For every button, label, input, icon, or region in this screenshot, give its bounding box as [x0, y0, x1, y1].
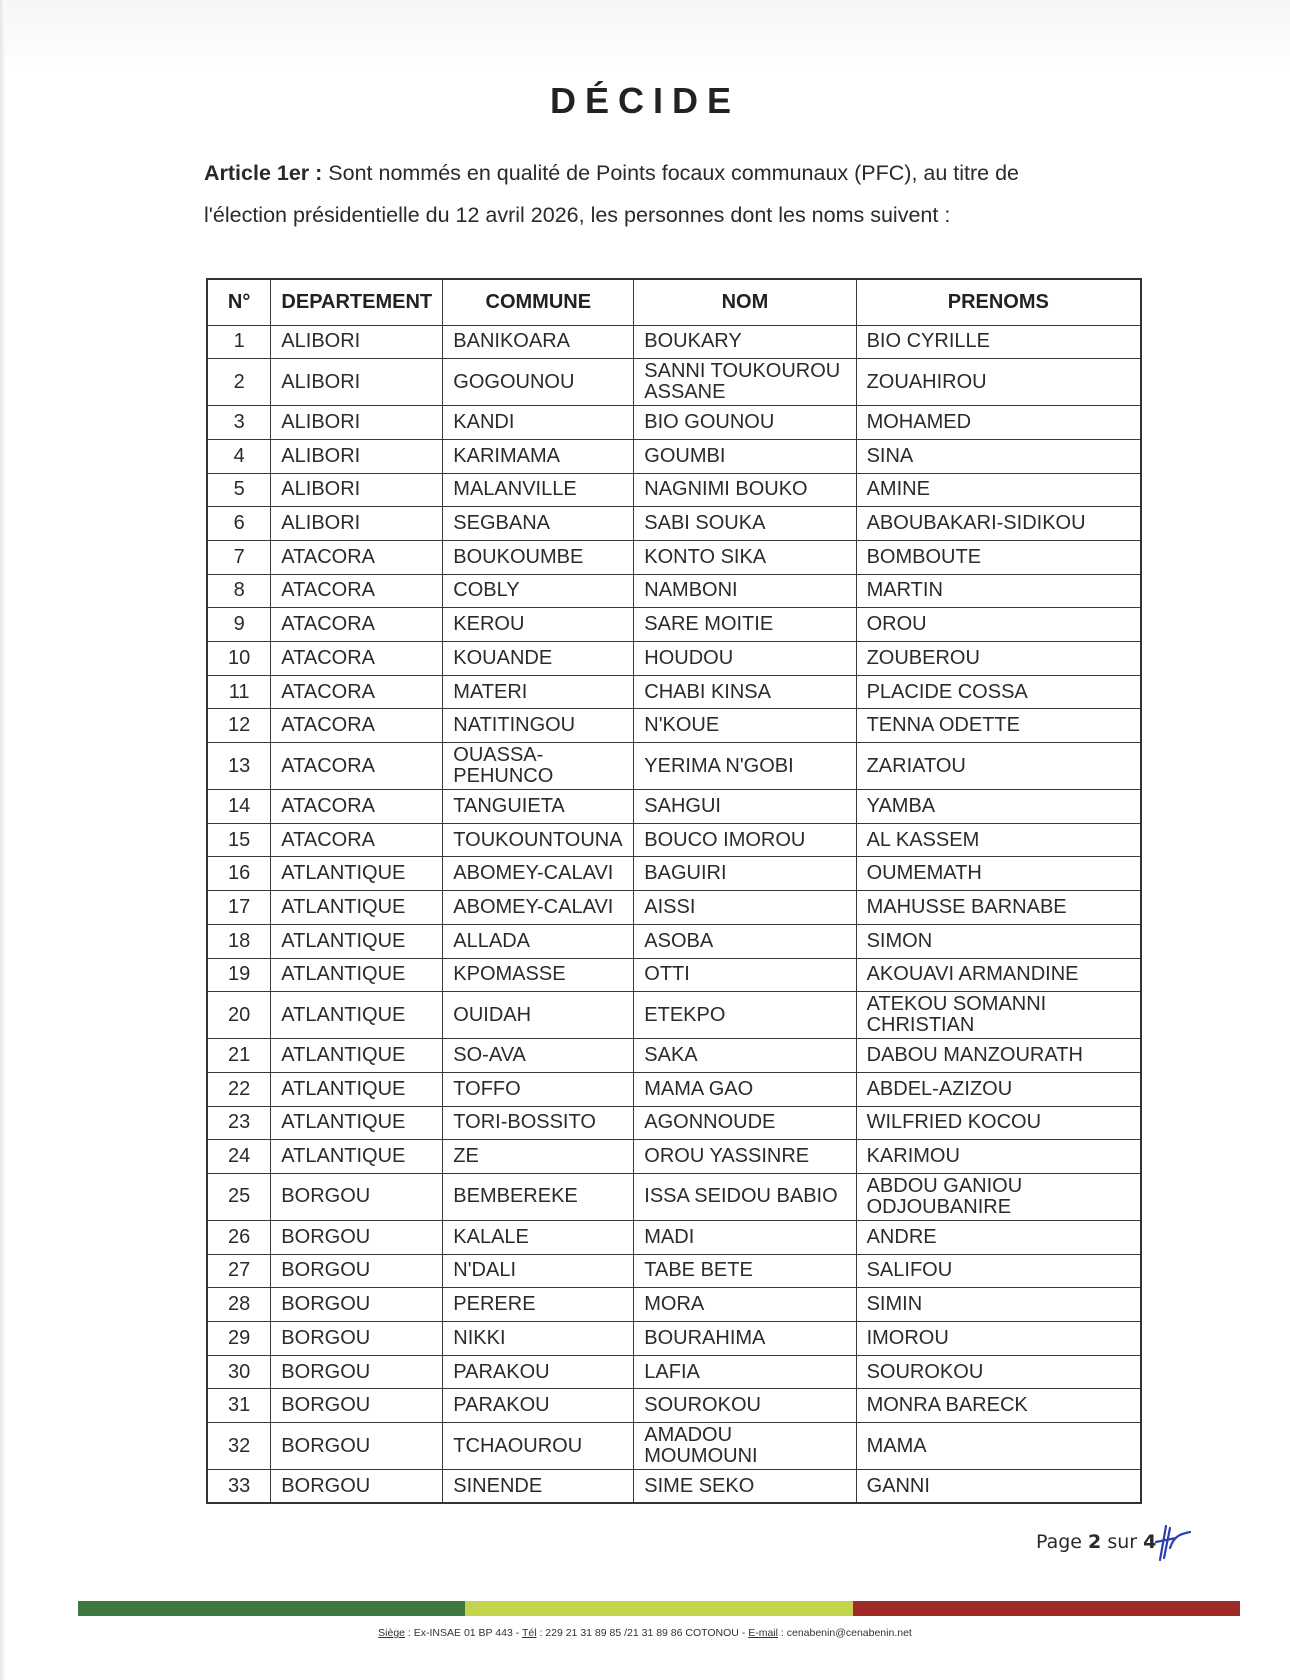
table-row: [207, 743, 1141, 790]
cell-commune: ABOMEY-CALAVI: [443, 891, 634, 925]
cell-departement: BORGOU: [271, 1220, 443, 1254]
page-current: 2: [1088, 1531, 1102, 1553]
cell-prenoms: YAMBA: [856, 790, 1141, 824]
cell-nom: SANNI TOUKOUROU ASSANE: [634, 359, 856, 406]
footer-email-label: E-mail: [748, 1627, 778, 1639]
cell-nom: BOURAHIMA: [634, 1322, 856, 1356]
cell-departement: ATACORA: [271, 540, 443, 574]
table-row: [207, 1140, 1141, 1174]
cell-departement: ALIBORI: [271, 359, 443, 406]
cell-commune: SINENDE: [443, 1470, 634, 1504]
cell-prenoms: BIO CYRILLE: [856, 325, 1141, 359]
color-bar-yellow: [465, 1601, 852, 1616]
cell-number: 10: [207, 642, 271, 676]
footer-tel-label: Tél: [521, 1627, 537, 1639]
cell-nom: YERIMA N'GOBI: [634, 743, 856, 790]
cell-departement: ALIBORI: [271, 507, 443, 541]
cell-prenoms: IMOROU: [856, 1322, 1141, 1356]
cell-departement: BORGOU: [271, 1389, 443, 1423]
cell-nom: ETEKPO: [634, 992, 856, 1039]
page-top-shadow: [0, 0, 1290, 70]
cell-commune: GOGOUNOU: [443, 359, 634, 406]
cell-number: 29: [207, 1322, 271, 1356]
cell-prenoms: SALIFOU: [856, 1254, 1141, 1288]
header-departement: DEPARTEMENT: [271, 279, 443, 325]
footer-siege-label: Siège: [378, 1627, 406, 1639]
cell-departement: ATLANTIQUE: [271, 958, 443, 992]
cell-nom: AMADOU MOUMOUNI: [634, 1423, 856, 1470]
cell-prenoms: MOHAMED: [856, 406, 1141, 440]
cell-nom: SOUROKOU: [634, 1389, 856, 1423]
cell-prenoms: OROU: [856, 608, 1141, 642]
cell-number: 6: [207, 507, 271, 541]
header-number: N°: [207, 279, 271, 325]
cell-number: 16: [207, 857, 271, 891]
cell-prenoms: ANDRE: [856, 1220, 1141, 1254]
table-row: [207, 574, 1141, 608]
cell-commune: COBLY: [443, 574, 634, 608]
cell-number: 12: [207, 709, 271, 743]
cell-departement: BORGOU: [271, 1470, 443, 1504]
cell-commune: TOFFO: [443, 1072, 634, 1106]
table-row: [207, 507, 1141, 541]
cell-number: 15: [207, 823, 271, 857]
cell-nom: HOUDOU: [634, 642, 856, 676]
cell-commune: TORI-BOSSITO: [443, 1106, 634, 1140]
footer-contact: [0, 1627, 1290, 1639]
cell-nom: LAFIA: [634, 1355, 856, 1389]
cell-prenoms: GANNI: [856, 1470, 1141, 1504]
cell-departement: BORGOU: [271, 1322, 443, 1356]
page-number: [1036, 1531, 1156, 1553]
table-row: [207, 992, 1141, 1039]
cell-commune: NIKKI: [443, 1322, 634, 1356]
table-body: [207, 325, 1141, 1503]
cell-prenoms: SINA: [856, 439, 1141, 473]
cell-prenoms: AL KASSEM: [856, 823, 1141, 857]
table-row: [207, 608, 1141, 642]
table-row: [207, 473, 1141, 507]
table-row: [207, 1288, 1141, 1322]
cell-number: 30: [207, 1355, 271, 1389]
cell-commune: KALALE: [443, 1220, 634, 1254]
cell-number: 1: [207, 325, 271, 359]
cell-commune: MATERI: [443, 675, 634, 709]
cell-prenoms: ZARIATOU: [856, 743, 1141, 790]
flag-color-bar: [78, 1601, 1240, 1616]
cell-prenoms: ATEKOU SOMANNI CHRISTIAN: [856, 992, 1141, 1039]
table-row: [207, 1355, 1141, 1389]
cell-number: 14: [207, 790, 271, 824]
table-row: [207, 1039, 1141, 1073]
table-row: [207, 891, 1141, 925]
document-title: DÉCIDE: [549, 80, 741, 121]
table-row: [207, 958, 1141, 992]
article-text-1: Sont nommés en qualité de Points focaux communaux (PFC), au titre de: [322, 161, 1020, 185]
cell-commune: BEMBEREKE: [443, 1173, 634, 1220]
cell-number: 24: [207, 1140, 271, 1174]
table-row: [207, 1389, 1141, 1423]
cell-nom: OROU YASSINRE: [634, 1140, 856, 1174]
cell-departement: ATACORA: [271, 743, 443, 790]
page-left-edge: [0, 0, 6, 1680]
cell-prenoms: OUMEMATH: [856, 857, 1141, 891]
cell-number: 8: [207, 574, 271, 608]
cell-prenoms: MARTIN: [856, 574, 1141, 608]
cell-prenoms: PLACIDE COSSA: [856, 675, 1141, 709]
cell-nom: BOUCO IMOROU: [634, 823, 856, 857]
cell-prenoms: ZOUBEROU: [856, 642, 1141, 676]
cell-number: 21: [207, 1039, 271, 1073]
cell-commune: SEGBANA: [443, 507, 634, 541]
cell-departement: ATACORA: [271, 709, 443, 743]
cell-number: 9: [207, 608, 271, 642]
cell-nom: N'KOUE: [634, 709, 856, 743]
cell-commune: OUIDAH: [443, 992, 634, 1039]
table-row: [207, 1072, 1141, 1106]
appointees-table: [206, 278, 1142, 1504]
cell-number: 32: [207, 1423, 271, 1470]
cell-commune: KARIMAMA: [443, 439, 634, 473]
cell-number: 17: [207, 891, 271, 925]
cell-departement: ALIBORI: [271, 473, 443, 507]
cell-commune: ALLADA: [443, 924, 634, 958]
cell-nom: NAGNIMI BOUKO: [634, 473, 856, 507]
table-row: [207, 540, 1141, 574]
cell-prenoms: KARIMOU: [856, 1140, 1141, 1174]
color-bar-red: [853, 1601, 1240, 1616]
cell-departement: ALIBORI: [271, 439, 443, 473]
initials-signature-icon: [1150, 1522, 1192, 1564]
cell-commune: OUASSA-PEHUNCO: [443, 743, 634, 790]
cell-departement: ATLANTIQUE: [271, 992, 443, 1039]
table-row: [207, 439, 1141, 473]
table-row: [207, 823, 1141, 857]
cell-commune: ABOMEY-CALAVI: [443, 857, 634, 891]
cell-commune: PARAKOU: [443, 1389, 634, 1423]
cell-nom: GOUMBI: [634, 439, 856, 473]
cell-departement: ATLANTIQUE: [271, 1039, 443, 1073]
cell-nom: MADI: [634, 1220, 856, 1254]
cell-departement: ATLANTIQUE: [271, 857, 443, 891]
cell-number: 2: [207, 359, 271, 406]
page-middle: sur: [1101, 1531, 1144, 1553]
cell-prenoms: MONRA BARECK: [856, 1389, 1141, 1423]
cell-nom: AISSI: [634, 891, 856, 925]
header-prenoms: PRENOMS: [856, 279, 1141, 325]
header-nom: NOM: [634, 279, 856, 325]
cell-nom: SAKA: [634, 1039, 856, 1073]
cell-nom: SAHGUI: [634, 790, 856, 824]
cell-prenoms: AKOUAVI ARMANDINE: [856, 958, 1141, 992]
cell-nom: TABE BETE: [634, 1254, 856, 1288]
cell-nom: ASOBA: [634, 924, 856, 958]
cell-prenoms: ABOUBAKARI-SIDIKOU: [856, 507, 1141, 541]
cell-departement: ALIBORI: [271, 406, 443, 440]
cell-number: 18: [207, 924, 271, 958]
cell-departement: ATLANTIQUE: [271, 1140, 443, 1174]
cell-prenoms: AMINE: [856, 473, 1141, 507]
page-prefix: Page: [1036, 1531, 1089, 1553]
cell-departement: BORGOU: [271, 1254, 443, 1288]
cell-departement: ATACORA: [271, 574, 443, 608]
cell-prenoms: MAHUSSE BARNABE: [856, 891, 1141, 925]
cell-commune: ZE: [443, 1140, 634, 1174]
cell-departement: BORGOU: [271, 1288, 443, 1322]
header-commune: COMMUNE: [443, 279, 634, 325]
article-line-1: [204, 152, 1144, 194]
cell-nom: OTTI: [634, 958, 856, 992]
cell-prenoms: MAMA: [856, 1423, 1141, 1470]
cell-commune: BANIKOARA: [443, 325, 634, 359]
cell-number: 4: [207, 439, 271, 473]
cell-number: 20: [207, 992, 271, 1039]
cell-commune: N'DALI: [443, 1254, 634, 1288]
cell-number: 7: [207, 540, 271, 574]
table-row: [207, 924, 1141, 958]
cell-commune: PERERE: [443, 1288, 634, 1322]
cell-number: 3: [207, 406, 271, 440]
table-row: [207, 359, 1141, 406]
cell-commune: PARAKOU: [443, 1355, 634, 1389]
table-row: [207, 1423, 1141, 1470]
cell-commune: SO-AVA: [443, 1039, 634, 1073]
cell-nom: BIO GOUNOU: [634, 406, 856, 440]
cell-commune: KEROU: [443, 608, 634, 642]
cell-nom: NAMBONI: [634, 574, 856, 608]
cell-departement: BORGOU: [271, 1423, 443, 1470]
cell-commune: KANDI: [443, 406, 634, 440]
table-header-row: [207, 279, 1141, 325]
table-row: [207, 325, 1141, 359]
table-row: [207, 1173, 1141, 1220]
cell-prenoms: BOMBOUTE: [856, 540, 1141, 574]
cell-number: 19: [207, 958, 271, 992]
cell-commune: TOUKOUNTOUNA: [443, 823, 634, 857]
page-total: 4: [1143, 1531, 1157, 1553]
article-line-2: l'élection présidentielle du 12 avril 2026, les personnes dont les noms suivent :: [204, 203, 951, 227]
cell-nom: SABI SOUKA: [634, 507, 856, 541]
table-row: [207, 1470, 1141, 1504]
cell-prenoms: DABOU MANZOURATH: [856, 1039, 1141, 1073]
cell-number: 22: [207, 1072, 271, 1106]
cell-departement: ATACORA: [271, 675, 443, 709]
cell-nom: BAGUIRI: [634, 857, 856, 891]
cell-commune: KPOMASSE: [443, 958, 634, 992]
cell-commune: MALANVILLE: [443, 473, 634, 507]
cell-departement: ATACORA: [271, 790, 443, 824]
cell-nom: KONTO SIKA: [634, 540, 856, 574]
cell-number: 11: [207, 675, 271, 709]
cell-prenoms: ABDEL-AZIZOU: [856, 1072, 1141, 1106]
footer-email-value: : cenabenin@cenabenin.net: [777, 1627, 912, 1639]
cell-departement: BORGOU: [271, 1173, 443, 1220]
cell-number: 26: [207, 1220, 271, 1254]
cell-departement: ATLANTIQUE: [271, 1106, 443, 1140]
cell-departement: ATLANTIQUE: [271, 924, 443, 958]
cell-prenoms: SOUROKOU: [856, 1355, 1141, 1389]
cell-commune: KOUANDE: [443, 642, 634, 676]
cell-nom: AGONNOUDE: [634, 1106, 856, 1140]
cell-number: 28: [207, 1288, 271, 1322]
table-row: [207, 709, 1141, 743]
cell-commune: BOUKOUMBE: [443, 540, 634, 574]
cell-number: 23: [207, 1106, 271, 1140]
cell-departement: ATACORA: [271, 642, 443, 676]
cell-nom: ISSA SEIDOU BABIO: [634, 1173, 856, 1220]
cell-commune: NATITINGOU: [443, 709, 634, 743]
footer-siege-value: : Ex-INSAE 01 BP 443 -: [405, 1627, 522, 1639]
cell-departement: BORGOU: [271, 1355, 443, 1389]
article-label: Article 1er :: [204, 161, 323, 185]
cell-departement: ATACORA: [271, 823, 443, 857]
cell-prenoms: TENNA ODETTE: [856, 709, 1141, 743]
table-row: [207, 1220, 1141, 1254]
color-bar-green: [78, 1601, 465, 1616]
footer-tel-value: : 229 21 31 89 85 /21 31 89 86 COTONOU -: [536, 1627, 749, 1639]
cell-commune: TCHAOUROU: [443, 1423, 634, 1470]
cell-prenoms: WILFRIED KOCOU: [856, 1106, 1141, 1140]
cell-departement: ATLANTIQUE: [271, 1072, 443, 1106]
cell-nom: CHABI KINSA: [634, 675, 856, 709]
table-row: [207, 857, 1141, 891]
cell-number: 27: [207, 1254, 271, 1288]
cell-nom: MAMA GAO: [634, 1072, 856, 1106]
cell-number: 13: [207, 743, 271, 790]
cell-departement: ALIBORI: [271, 325, 443, 359]
cell-prenoms: ABDOU GANIOU ODJOUBANIRE: [856, 1173, 1141, 1220]
table-row: [207, 1106, 1141, 1140]
cell-commune: TANGUIETA: [443, 790, 634, 824]
cell-number: 33: [207, 1470, 271, 1504]
cell-departement: ATLANTIQUE: [271, 891, 443, 925]
cell-prenoms: SIMIN: [856, 1288, 1141, 1322]
cell-prenoms: ZOUAHIROU: [856, 359, 1141, 406]
table-row: [207, 1322, 1141, 1356]
cell-nom: SIME SEKO: [634, 1470, 856, 1504]
cell-nom: BOUKARY: [634, 325, 856, 359]
table-row: [207, 406, 1141, 440]
table-row: [207, 675, 1141, 709]
cell-prenoms: SIMON: [856, 924, 1141, 958]
table-row: [207, 790, 1141, 824]
cell-nom: SARE MOITIE: [634, 608, 856, 642]
table-row: [207, 642, 1141, 676]
cell-departement: ATACORA: [271, 608, 443, 642]
cell-number: 25: [207, 1173, 271, 1220]
cell-number: 5: [207, 473, 271, 507]
table-row: [207, 1254, 1141, 1288]
cell-nom: MORA: [634, 1288, 856, 1322]
cell-number: 31: [207, 1389, 271, 1423]
article-paragraph: [204, 152, 1144, 236]
